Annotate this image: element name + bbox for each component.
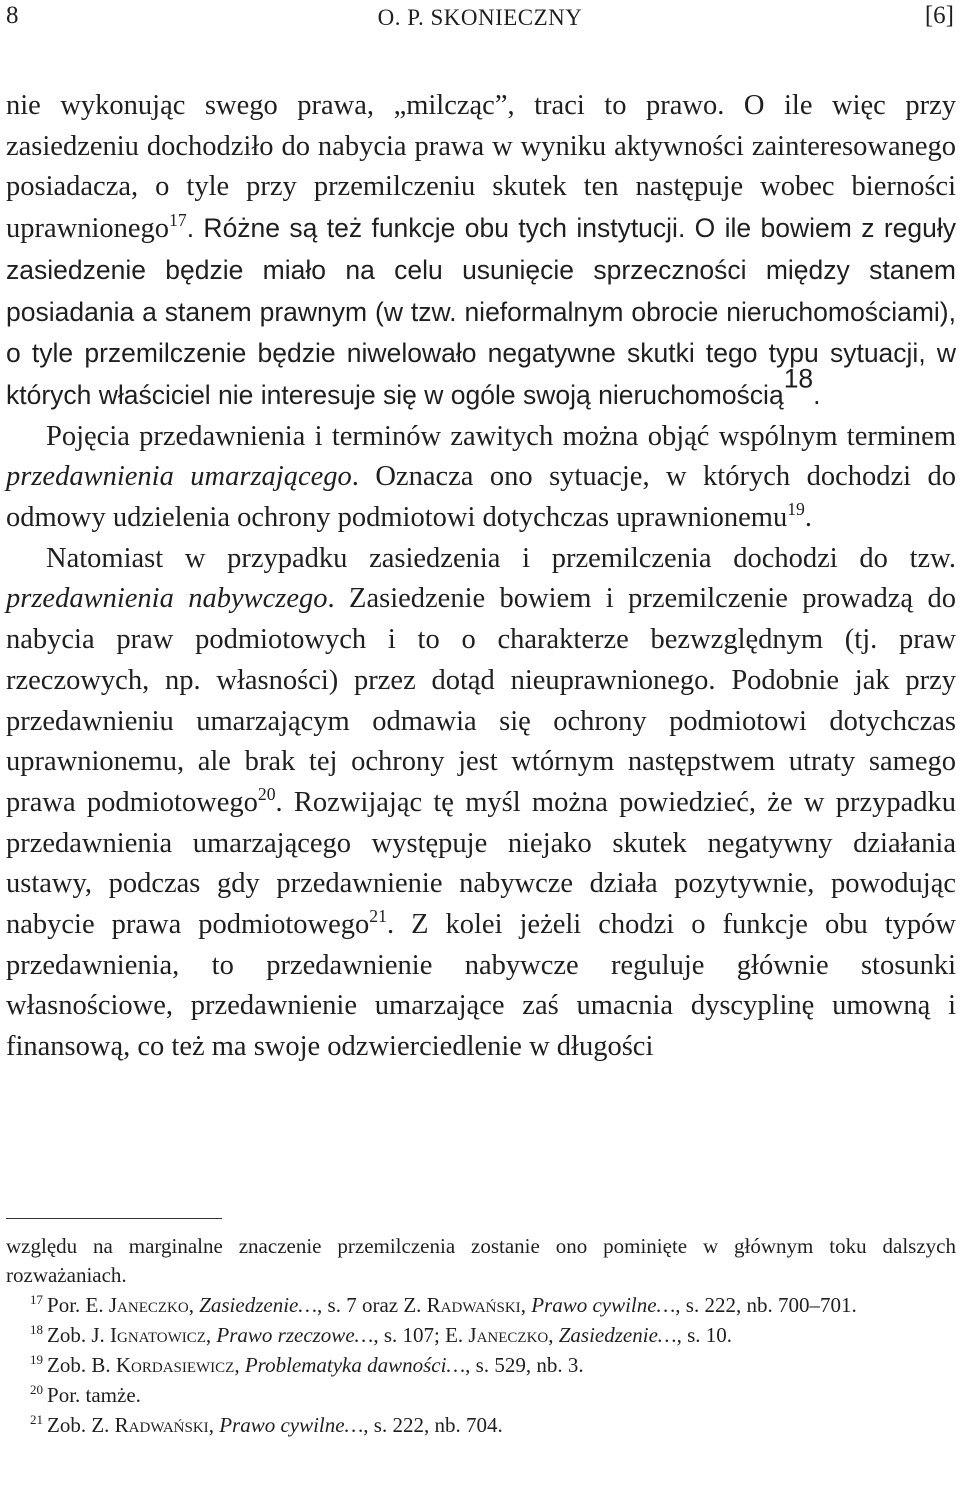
footnote-18-pages: , s. 107; E.: [373, 1323, 469, 1347]
footnote-19-number: 19: [30, 1351, 44, 1367]
term-przedawnienie-umarzajace: przedawnienia umarzającego: [6, 461, 352, 493]
paragraph-1-serif: nie wykonując swego prawa, „milcząc”, traci to prawo. O ile więc przy zasiedzeniu dochodziło do nabycia prawa w wyniku aktywności zainteresowanego posiadacza, o tyle przy przemilczeniu skutek ten następuje wobec bierności uprawnionego: [6, 90, 956, 245]
paragraph-2-text-b: . Oznacza ono sytuacje, w których dochodzi do odmowy udzielenia ochrony podmiotowi dotychczas uprawnionemu: [6, 461, 956, 534]
footnote-21-text: Zob. Z.: [47, 1413, 115, 1437]
footnote-18-sep-2: ,: [548, 1323, 559, 1347]
work-title: Prawo cywilne…: [219, 1413, 364, 1437]
footnote-ref-20: 20: [257, 784, 276, 804]
footnote-20: [6, 1381, 956, 1410]
footnote-17-sep-2: ,: [520, 1293, 532, 1317]
paragraph-3-text-b: . Zasiedzenie bowiem i przemilczenie prowadzą do nabycia praw podmiotowych i to o charakterze bezwzględnym (tj. praw rzeczowych, np. własności) przez dotąd nieuprawnionego. Podobnie jak przy przedawnieniu umarzającym odmawia się ochrony podmiotowi dotychczas uprawnionemu, ale brak tej ochrony jest wtórnym następstwem utraty samego prawa podmiotowego: [6, 583, 956, 818]
footnote-18: [6, 1321, 956, 1350]
footnote-continued: względu na marginalne znaczenie przemilczenia zostanie ono pominięte w głównym toku dalszych rozważaniach.: [6, 1234, 956, 1287]
work-title: Problematyka dawności…: [244, 1353, 466, 1377]
footnote-21-pages: , s. 222, nb. 704.: [363, 1413, 503, 1437]
author-ignatowicz: Ignatowicz: [110, 1323, 206, 1347]
paragraph-2-text-a: Pojęcia przedawnienia i terminów zawitych można objąć wspólnym terminem: [46, 420, 956, 452]
page-number: 8: [6, 2, 19, 29]
author-janeczko: Janeczko: [468, 1323, 549, 1347]
footnote-21-number: 21: [30, 1411, 44, 1427]
footnote-19-sep: ,: [234, 1353, 245, 1377]
work-title: Zasiedzenie…: [199, 1293, 318, 1317]
paragraph-3-text-a: Natomiast w przypadku zasiedzenia i przemilczenia dochodzi do tzw.: [46, 542, 956, 574]
footnote-ref-17: 17: [169, 210, 187, 231]
footnote-19-text: Zob. B.: [47, 1353, 116, 1377]
footnote-17: [6, 1291, 956, 1320]
paragraph-1: [6, 86, 956, 417]
footnote-20-text: Por. tamże.: [47, 1383, 141, 1407]
author-kordasiewicz: Kordasiewicz: [115, 1353, 235, 1377]
footnote-20-number: 20: [30, 1381, 44, 1397]
work-title: Prawo cywilne…: [531, 1293, 676, 1317]
footnote-18-text: Zob. J.: [47, 1323, 111, 1347]
footnote-17-number: 17: [30, 1291, 44, 1307]
footnote-ref-19: 19: [787, 499, 805, 520]
section-marker: [6]: [924, 2, 954, 29]
main-text: [6, 86, 956, 1068]
footnote-ref-21: 21: [369, 906, 387, 927]
paragraph-1-sans: . Różne są też funkcje obu tych instytucji. O ile bowiem z reguły zasiedzenie będzie miało na celu usunięcie sprzeczności między stanem posiadania a stanem prawnym (w tzw. nieformalnym obrocie nieruchomościami), o tyle przemilczenie będzie niwelowało negatywne skutki tego typu sytuacji, w których właściciel nie interesuje się w ogóle swoją nieruchomością: [6, 213, 956, 410]
footnote-21: [6, 1411, 956, 1440]
running-title: O. P. SKONIECZNY: [377, 5, 583, 30]
footnote-ref-18: 18: [783, 363, 814, 394]
running-header: [0, 0, 960, 44]
author-janeczko: Janeczko: [108, 1293, 189, 1317]
paragraph-3-text-d: . Z kolei jeżeli chodzi o funkcje obu typów przedawnienia, to przedawnienie nabywcze reguluje głównie stosunki własnościowe, przedawnienie umarzające zaś umacnia dyscyplinę umowną i finansową, co też ma swoje odzwierciedlenie w długości: [6, 909, 956, 1063]
paragraph-2: [6, 417, 956, 539]
author-radwanski: Radwański: [426, 1293, 521, 1317]
footnote-17-text: Por. E.: [47, 1293, 109, 1317]
footnote-17-pages-2: , s. 222, nb. 700–701.: [675, 1293, 857, 1317]
footnote-18-number: 18: [30, 1321, 44, 1337]
footnote-separator: [6, 1218, 222, 1219]
footnote-18-pages-2: , s. 10.: [676, 1323, 733, 1347]
footnote-19-pages: , s. 529, nb. 3.: [465, 1353, 584, 1377]
footnote-18-sep: ,: [205, 1323, 217, 1347]
footnotes: [6, 1232, 956, 1440]
work-title: Zasiedzenie…: [558, 1323, 677, 1347]
footnote-21-sep: ,: [208, 1413, 220, 1437]
paragraph-1-end: .: [813, 379, 821, 410]
paragraph-3: [6, 539, 956, 1068]
paragraph-2-end: .: [804, 502, 812, 534]
paragraph-3-text-c: . Rozwijając tę myśl można powiedzieć, że w przypadku przedawnienia umarzającego występuje niejako skutek negatywny działania ustawy, podczas gdy przedawnienie nabywcze działa pozytywnie, powodując nabycie prawa podmiotowego: [6, 786, 956, 941]
work-title: Prawo rzeczowe…: [216, 1323, 374, 1347]
author-radwanski: Radwański: [114, 1413, 209, 1437]
footnote-19: [6, 1351, 956, 1380]
footnote-17-sep: ,: [188, 1293, 200, 1317]
term-przedawnienie-nabywcze: przedawnienia nabywczego: [6, 583, 328, 615]
footnote-17-pages: , s. 7 oraz Z.: [317, 1293, 427, 1317]
